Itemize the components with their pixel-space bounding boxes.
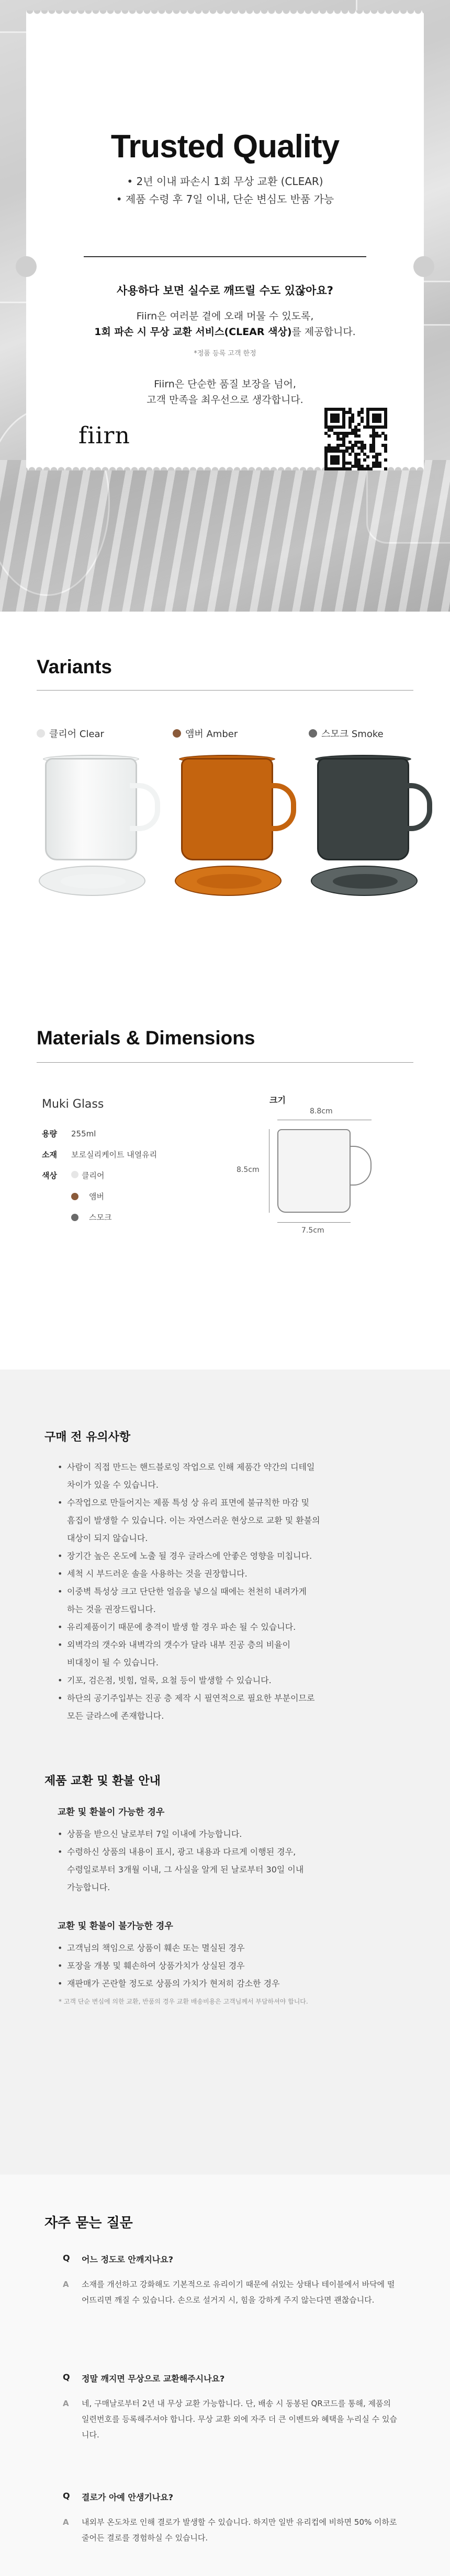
quality-paragraph [26, 308, 424, 340]
variant-name: 앰버 Amber [185, 729, 238, 740]
answer-mark-label: A [63, 2280, 69, 2289]
qr-module [384, 426, 387, 429]
list-item: • 포장을 개봉 및 훼손하여 상품가치가 상실된 경우 [58, 1957, 413, 1975]
spec-color [42, 1170, 104, 1181]
color-swatch-icon [71, 1214, 78, 1221]
spec-material [42, 1149, 157, 1160]
dimension-bottom: 7.5cm [301, 1226, 324, 1235]
faq-question-text: 결로가 아예 안생기나요? [82, 2492, 173, 2502]
quality-ticket-card [26, 10, 424, 470]
question-mark-label: Q [63, 2253, 70, 2263]
qr-module [351, 420, 354, 423]
qr-module [384, 450, 387, 453]
qr-module [361, 420, 364, 423]
list-item: 모든 글라스에 존재합니다. [67, 1711, 164, 1721]
background-texture [0, 460, 450, 612]
question-mark-label: Q [63, 2491, 70, 2501]
spec-value: 보로실리케이트 내열유리 [71, 1150, 158, 1159]
list-item: • 고객님의 책임으로 상품이 훼손 또는 멸실된 경우 [58, 1939, 413, 1957]
faq-answer [63, 2396, 408, 2443]
faq-answer [63, 2276, 408, 2308]
notice-section [0, 1370, 450, 2175]
qr-module [363, 458, 366, 462]
registration-note: *정품 등록 고객 한정 [194, 350, 256, 358]
qr-module [361, 411, 364, 414]
qr-module [366, 455, 369, 458]
list-item: • 유리제품이기 때문에 충격이 발생 할 경우 파손 될 수 있습니다. [58, 1618, 413, 1636]
faq-question [63, 2372, 408, 2384]
spec-key: 소재 [42, 1150, 57, 1159]
list-item: • 세척 시 부드러운 솔을 사용하는 것을 권장합니다. [58, 1565, 413, 1583]
qr-module [378, 453, 381, 456]
faq-section [0, 2175, 450, 2576]
list-item: 수령일로부터 3개월 이내, 그 사실을 알게 된 날로부터 30일 이내 [67, 1865, 304, 1874]
list-item: 하는 것을 권장드립니다. [67, 1604, 156, 1614]
spec-value: 255ml [71, 1129, 96, 1138]
qr-module [378, 434, 381, 438]
variant-label [37, 727, 162, 740]
exchange-possible-list [58, 1825, 413, 1896]
faq-item[interactable] [63, 2372, 408, 2443]
color-option-name: 스모크 [89, 1213, 112, 1222]
dimension-line [277, 1222, 351, 1223]
quality-paragraph-rest: 를 제공합니다. [291, 326, 356, 338]
spec-color-option [71, 1191, 104, 1202]
free-exchange-highlight: 1회 파손 시 무상 교환 서비스(CLEAR 색상) [94, 326, 292, 338]
brand-logo: fiirn [78, 422, 130, 449]
section-divider [37, 1062, 413, 1063]
qr-module [357, 423, 361, 426]
variant-clear[interactable] [37, 727, 162, 740]
before-purchase-title: 구매 전 유의사항 [44, 1431, 131, 1444]
saucer-image [39, 866, 145, 896]
color-swatch-icon [71, 1193, 78, 1200]
exchange-footnote: * 고객 단순 변심에 의한 교환, 반품의 경우 교환 배송비용은 고객님께서 부담하셔야 합니다. [59, 1998, 308, 2005]
qr-module [357, 429, 361, 432]
mug-diagram-handle [351, 1146, 372, 1186]
quality-highlights [26, 172, 424, 208]
color-option-name: 클리어 [82, 1171, 105, 1180]
faq-question-text: 어느 정도로 안깨지나요? [82, 2255, 173, 2264]
variant-label [173, 727, 298, 740]
quality-highlight: • 제품 수령 후 7일 이내, 단순 변심도 반품 가능 [116, 193, 334, 205]
quality-question: 사용하다 보면 실수로 깨뜨릴 수도 있잖아요? [117, 284, 333, 297]
saucer-inner [61, 874, 126, 889]
quality-paragraph-line: Fiirn은 여러분 곁에 오래 머물 수 있도록, [136, 310, 314, 322]
mug-handle [266, 783, 296, 831]
qr-module [348, 453, 352, 456]
answer-mark-label: A [63, 2399, 69, 2408]
dimension-top: 8.8cm [310, 1107, 333, 1116]
exchange-impossible-list [58, 1939, 413, 1993]
product-name: Muki Glass [42, 1098, 104, 1111]
list-item: • 외벽각의 갯수와 내벽각의 갯수가 달라 내부 진공 층의 비율이 [58, 1636, 413, 1654]
mug-image [37, 758, 162, 899]
materials-panel [37, 1087, 413, 1260]
mug-image [173, 758, 298, 899]
divider [84, 256, 366, 257]
answer-mark-label: A [63, 2517, 69, 2527]
variant-smoke[interactable] [309, 727, 434, 740]
list-item: • 사람이 직접 만드는 핸드블로잉 작업으로 인해 제품간 약간의 디테일 [58, 1458, 413, 1476]
materials-title: Materials & Dimensions [37, 1027, 255, 1049]
variant-name: 스모크 Smoke [321, 729, 384, 740]
list-item: 차이가 있을 수 있습니다. [67, 1480, 159, 1490]
list-item: • 수령하신 상품의 내용이 표시, 광고 내용과 다르게 이행된 경우, [58, 1843, 413, 1861]
mug-diagram [277, 1129, 351, 1213]
variants-title: Variants [37, 656, 112, 677]
dimension-side: 8.5cm [237, 1166, 260, 1174]
spec-color-option [71, 1212, 111, 1223]
faq-answer [63, 2514, 408, 2546]
hero-section [0, 0, 450, 612]
qr-module [384, 458, 387, 462]
saucer-image [175, 866, 282, 896]
exchange-possible-title: 교환 및 환불이 가능한 경우 [58, 1807, 165, 1818]
list-item: • 상품을 받으신 날로부터 7일 이내에 가능합니다. [58, 1825, 413, 1843]
qr-module [336, 462, 340, 465]
list-item: • 장기간 높은 온도에 노출 될 경우 글라스에 안좋은 영향을 미칩니다. [58, 1547, 413, 1565]
exchange-title: 제품 교환 및 환불 안내 [44, 1775, 161, 1788]
qr-module [363, 446, 366, 450]
before-purchase-list [58, 1458, 413, 1725]
saucer-inner [197, 874, 262, 889]
quality-paragraph-line: Fiirn은 단순한 품질 보장을 넘어, [154, 378, 296, 390]
variant-name: 클리어 Clear [49, 729, 104, 740]
color-swatch-icon [71, 1171, 78, 1178]
qr-module [342, 426, 345, 429]
variant-label [309, 727, 434, 740]
mug-body [181, 758, 273, 860]
qr-module [378, 420, 381, 423]
faq-item[interactable] [63, 2491, 408, 2546]
color-option-name: 앰버 [89, 1192, 104, 1201]
list-item: • 수작업으로 만들어지는 제품 특성 상 유리 표면에 불규칙한 마감 및 [58, 1494, 413, 1512]
ticket-notch [413, 256, 434, 277]
list-item: • 이중벽 특성상 크고 단단한 얼음을 넣으실 때에는 천천히 내려가게 [58, 1583, 413, 1601]
mug-handle [402, 783, 432, 831]
list-item: • 기포, 검은점, 빗힘, 얼룩, 요철 등이 발생할 수 있습니다. [58, 1672, 413, 1689]
color-swatch-icon [309, 729, 317, 738]
faq-question [63, 2491, 408, 2503]
qr-module [357, 453, 361, 456]
qr-code-icon[interactable] [324, 408, 387, 470]
ticket-edge [26, 10, 424, 18]
spec-key: 색상 [42, 1171, 57, 1180]
qr-module [369, 467, 373, 470]
question-mark-label: Q [63, 2372, 70, 2382]
qr-module [384, 438, 387, 441]
color-swatch-icon [173, 729, 181, 738]
mug-body [317, 758, 409, 860]
spec-key: 용량 [42, 1129, 57, 1138]
list-item: 대상이 되지 않습니다. [67, 1533, 148, 1543]
faq-answer-text: 네, 구매날로부터 2년 내 무상 교환 가능합니다. 단, 배송 시 동봉된 QR코드를 통해, 제품의 일련번호를 등록해주셔야 합니다. 무상 교환 외에 자주 더 큰 이벤트와 혜택을 누리실 수 있습니다. [82, 2399, 397, 2440]
mug-image [309, 758, 434, 899]
quality-paragraph-line: 고객 만족을 최우선으로 생각합니다. [147, 394, 303, 406]
variant-amber[interactable] [173, 727, 298, 740]
size-label: 크기 [269, 1095, 286, 1105]
list-item: 흠집이 발생할 수 있습니다. 이는 자연스러운 현상으로 교환 및 환불의 [67, 1515, 320, 1525]
color-option [71, 1170, 104, 1181]
qr-module [348, 467, 352, 470]
faq-answer-text: 소재를 개선하고 강화해도 기본적으로 유리이기 때문에 쉬있는 상태나 테이블에서 바닥에 떨어뜨리면 깨질 수 있습니다. 손으로 설거지 시, 힘을 강하게 주지 않는다면 괜찮습니다. [82, 2280, 395, 2305]
qr-module [378, 465, 381, 468]
faq-question [63, 2253, 408, 2265]
quality-paragraph [26, 376, 424, 408]
qr-module [345, 434, 348, 438]
faq-answer-text: 내외부 온도차로 인해 결로가 발생할 수 있습니다. 하지만 일반 유리컵에 비하면 50% 이하로 줄어든 결로를 경험하실 수 있습니다. [82, 2517, 397, 2543]
quality-highlight: • 2년 이내 파손시 1회 무상 교환 (CLEAR) [127, 175, 323, 188]
exchange-impossible-title: 교환 및 환불이 불가능한 경우 [58, 1921, 173, 1931]
list-item: • 하단의 공기주입부는 진공 층 제작 시 필연적으로 필요한 부분이므로 [58, 1689, 413, 1707]
qr-module [384, 467, 387, 470]
quality-title: Trusted Quality [110, 129, 340, 165]
mug-body [45, 758, 137, 860]
list-item: 비대칭이 될 수 있습니다. [67, 1658, 159, 1668]
spec-capacity [42, 1128, 96, 1139]
saucer-inner [333, 874, 398, 889]
faq-question-text: 정말 깨지면 무상으로 교환해주시나요? [82, 2374, 225, 2384]
list-item: 가능합니다. [67, 1882, 110, 1892]
faq-title: 자주 묻는 질문 [44, 2215, 133, 2231]
ticket-notch [16, 256, 37, 277]
saucer-image [311, 866, 418, 896]
list-item: • 재판매가 곤란할 정도로 상품의 가치가 현저히 감소한 경우 [58, 1975, 413, 1993]
qr-module [357, 434, 361, 438]
mug-handle [130, 783, 160, 831]
quality-paragraph-line [26, 324, 424, 340]
qr-module [336, 420, 340, 423]
faq-item[interactable] [63, 2253, 408, 2308]
section-divider [37, 690, 413, 691]
qr-module [328, 434, 331, 438]
color-swatch-icon [37, 729, 45, 738]
